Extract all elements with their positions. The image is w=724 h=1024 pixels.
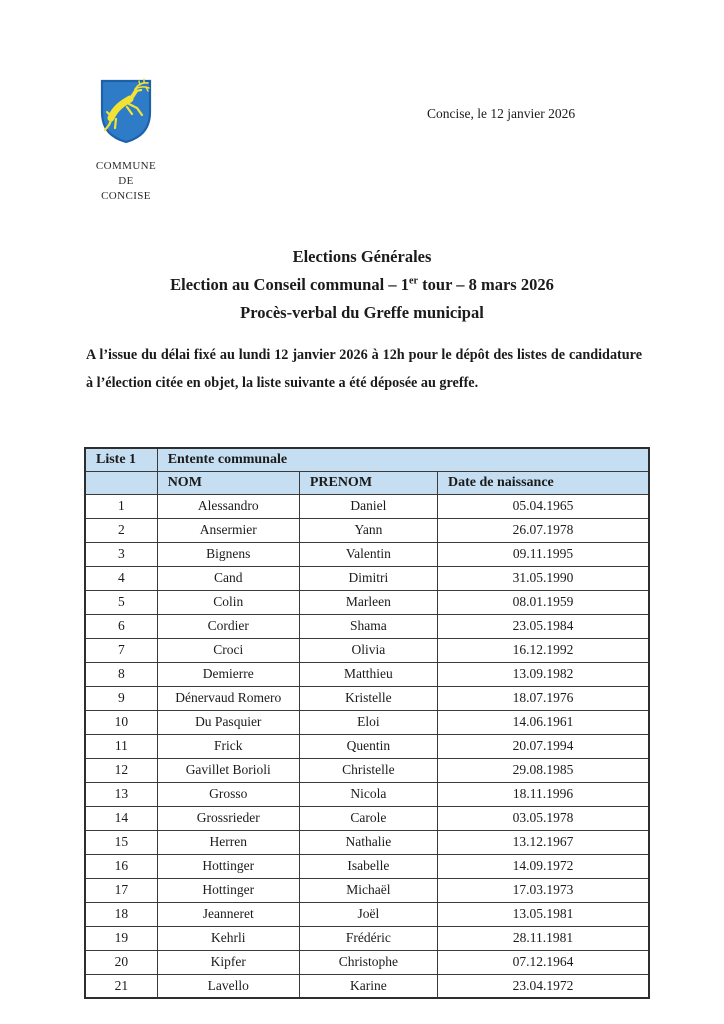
candidate-row [85, 614, 649, 638]
prenom-cell: Dimitri [299, 566, 437, 590]
row-number-cell: 15 [85, 830, 157, 854]
intro-paragraph: A l’issue du délai fixé au lundi 12 janvier 2026 à 12h pour le dépôt des listes de candidature à l’élection citée en objet, la liste suivante a été déposée au greffe. [86, 347, 642, 391]
nom-cell: Croci [157, 638, 299, 662]
row-number-cell: 1 [85, 494, 157, 518]
place-date-line: Concise, le 12 janvier 2026 [427, 106, 576, 121]
birthdate-cell: 28.11.1981 [437, 926, 649, 950]
nom-cell: Herren [157, 830, 299, 854]
nom-cell: Frick [157, 734, 299, 758]
candidate-row [85, 830, 649, 854]
title-line-2-sup: er [408, 275, 419, 287]
birthdate-cell: 23.05.1984 [437, 614, 649, 638]
prenom-cell: Nathalie [299, 830, 437, 854]
prenom-cell: Eloi [299, 710, 437, 734]
commune-line-1: COMMUNE [95, 160, 157, 172]
liste-name-cell: Entente communale [157, 448, 649, 471]
prenom-cell: Joël [299, 902, 437, 926]
prenom-cell: Frédéric [299, 926, 437, 950]
candidate-rows [85, 494, 649, 998]
nom-cell: Colin [157, 590, 299, 614]
prenom-cell: Karine [299, 974, 437, 998]
candidate-row [85, 566, 649, 590]
birthdate-cell: 17.03.1973 [437, 878, 649, 902]
candidates-table-header [85, 448, 649, 494]
row-number-cell: 5 [85, 590, 157, 614]
row-number-cell: 20 [85, 950, 157, 974]
candidate-row [85, 926, 649, 950]
birthdate-cell: 31.05.1990 [437, 566, 649, 590]
prenom-cell: Nicola [299, 782, 437, 806]
commune-line-2: DE [118, 175, 134, 187]
candidate-row [85, 950, 649, 974]
birthdate-cell: 13.09.1982 [437, 662, 649, 686]
prenom-cell: Christelle [299, 758, 437, 782]
birthdate-cell: 29.08.1985 [437, 758, 649, 782]
candidate-row [85, 710, 649, 734]
candidate-row [85, 494, 649, 518]
candidates-table [84, 447, 650, 999]
prenom-cell: Marleen [299, 590, 437, 614]
column-header-date: Date de naissance [437, 471, 649, 494]
row-number-cell: 12 [85, 758, 157, 782]
nom-cell: Hottinger [157, 854, 299, 878]
commune-line-3: CONCISE [101, 190, 151, 202]
title-line-2 [0, 271, 724, 299]
column-header-prenom: PRENOM [299, 471, 437, 494]
candidate-row [85, 590, 649, 614]
candidate-row [85, 854, 649, 878]
nom-cell: Kipfer [157, 950, 299, 974]
nom-cell: Jeanneret [157, 902, 299, 926]
candidate-row [85, 662, 649, 686]
prenom-cell: Quentin [299, 734, 437, 758]
title-line-1: Elections Générales [292, 247, 432, 266]
nom-cell: Grosso [157, 782, 299, 806]
row-number-cell: 14 [85, 806, 157, 830]
liste-label-cell: Liste 1 [85, 448, 157, 471]
nom-cell: Dénervaud Romero [157, 686, 299, 710]
row-number-cell: 18 [85, 902, 157, 926]
candidate-row [85, 902, 649, 926]
birthdate-cell: 16.12.1992 [437, 638, 649, 662]
row-number-cell: 13 [85, 782, 157, 806]
birthdate-cell: 23.04.1972 [437, 974, 649, 998]
nom-cell: Kehrli [157, 926, 299, 950]
candidate-row [85, 878, 649, 902]
birthdate-cell: 09.11.1995 [437, 542, 649, 566]
birthdate-cell: 07.12.1964 [437, 950, 649, 974]
candidate-row [85, 686, 649, 710]
nom-cell: Cordier [157, 614, 299, 638]
nom-cell: Du Pasquier [157, 710, 299, 734]
prenom-cell: Christophe [299, 950, 437, 974]
prenom-cell: Kristelle [299, 686, 437, 710]
nom-cell: Lavello [157, 974, 299, 998]
nom-cell: Alessandro [157, 494, 299, 518]
row-number-cell: 4 [85, 566, 157, 590]
nom-cell: Bignens [157, 542, 299, 566]
nom-cell: Ansermier [157, 518, 299, 542]
prenom-cell: Michaël [299, 878, 437, 902]
nom-cell: Hottinger [157, 878, 299, 902]
commune-name [78, 159, 174, 204]
birthdate-cell: 05.04.1965 [437, 494, 649, 518]
empty-header-cell [85, 471, 157, 494]
birthdate-cell: 20.07.1994 [437, 734, 649, 758]
nom-cell: Gavillet Borioli [157, 758, 299, 782]
row-number-cell: 16 [85, 854, 157, 878]
candidate-row [85, 542, 649, 566]
stag-shield-icon [99, 78, 153, 145]
birthdate-cell: 14.09.1972 [437, 854, 649, 878]
letterhead [78, 78, 174, 204]
birthdate-cell: 08.01.1959 [437, 590, 649, 614]
column-header-nom: NOM [157, 471, 299, 494]
prenom-cell: Isabelle [299, 854, 437, 878]
row-number-cell: 19 [85, 926, 157, 950]
document-title [0, 243, 724, 327]
liste-header-row [85, 448, 649, 471]
birthdate-cell: 26.07.1978 [437, 518, 649, 542]
birthdate-cell: 13.05.1981 [437, 902, 649, 926]
birthdate-cell: 18.07.1976 [437, 686, 649, 710]
candidate-row [85, 518, 649, 542]
row-number-cell: 6 [85, 614, 157, 638]
prenom-cell: Valentin [299, 542, 437, 566]
prenom-cell: Shama [299, 614, 437, 638]
row-number-cell: 8 [85, 662, 157, 686]
row-number-cell: 10 [85, 710, 157, 734]
prenom-cell: Matthieu [299, 662, 437, 686]
row-number-cell: 7 [85, 638, 157, 662]
row-number-cell: 17 [85, 878, 157, 902]
candidate-row [85, 806, 649, 830]
candidate-row [85, 734, 649, 758]
row-number-cell: 3 [85, 542, 157, 566]
row-number-cell: 11 [85, 734, 157, 758]
title-line-2-pre: Election au Conseil communal – 1 [170, 275, 409, 294]
columns-header-row [85, 471, 649, 494]
row-number-cell: 9 [85, 686, 157, 710]
birthdate-cell: 18.11.1996 [437, 782, 649, 806]
nom-cell: Cand [157, 566, 299, 590]
prenom-cell: Carole [299, 806, 437, 830]
prenom-cell: Daniel [299, 494, 437, 518]
birthdate-cell: 13.12.1967 [437, 830, 649, 854]
prenom-cell: Yann [299, 518, 437, 542]
prenom-cell: Olivia [299, 638, 437, 662]
nom-cell: Grossrieder [157, 806, 299, 830]
nom-cell: Demierre [157, 662, 299, 686]
title-line-2-post: tour – 8 mars 2026 [418, 275, 554, 294]
birthdate-cell: 03.05.1978 [437, 806, 649, 830]
row-number-cell: 2 [85, 518, 157, 542]
candidate-row [85, 974, 649, 998]
birthdate-cell: 14.06.1961 [437, 710, 649, 734]
candidate-row [85, 758, 649, 782]
title-line-3: Procès-verbal du Greffe municipal [240, 303, 484, 322]
candidate-row [85, 638, 649, 662]
candidate-row [85, 782, 649, 806]
row-number-cell: 21 [85, 974, 157, 998]
